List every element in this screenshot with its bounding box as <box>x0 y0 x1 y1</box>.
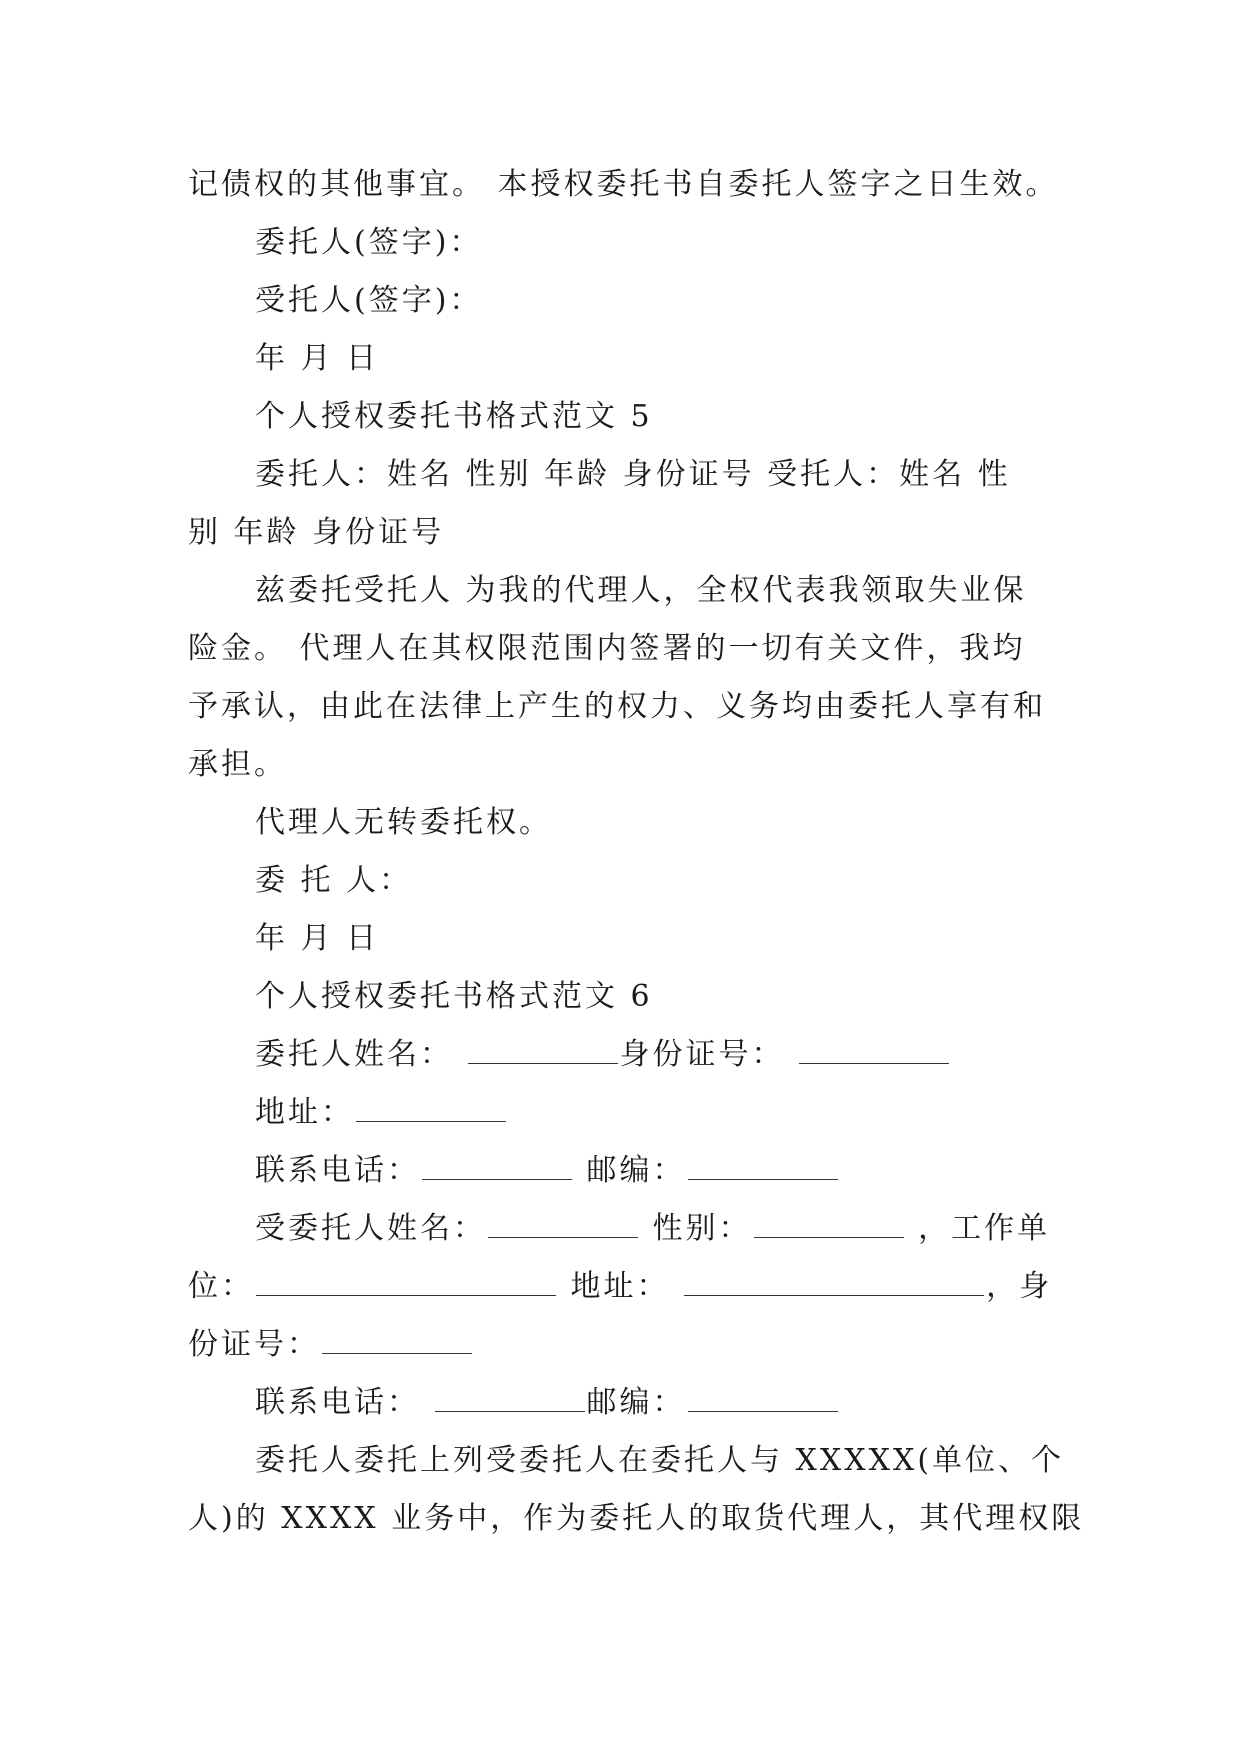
date-line: 年 月 日 <box>255 921 380 956</box>
trustee-id-label-cont: 份证号： <box>188 1327 320 1362</box>
trustee-name-label: 受委托人姓名： <box>255 1211 486 1246</box>
gender-blank <box>754 1203 904 1238</box>
address-blank <box>356 1087 506 1122</box>
work-unit-blank <box>256 1261 556 1296</box>
principal-id-blank <box>799 1029 949 1064</box>
principal-name-label: 委托人姓名： <box>255 1037 453 1072</box>
trustee-address-label: 地址： <box>570 1269 670 1304</box>
text-line: 承担。 <box>188 747 287 782</box>
form-row-trustee-contact <box>188 1374 1058 1432</box>
trustee-id-blank <box>322 1319 472 1354</box>
document-body <box>188 156 1085 1548</box>
address-label: 地址： <box>255 1095 354 1130</box>
form-row-trustee-id <box>188 1316 1058 1374</box>
form-row-principal <box>188 1026 1058 1084</box>
postcode-blank <box>688 1145 838 1180</box>
postcode-label: 邮编： <box>586 1153 686 1188</box>
principal-signature-line: 委托人(签字)： <box>255 225 483 260</box>
principal-id-label: 身份证号： <box>619 1037 785 1072</box>
agent-signature-line: 受托人(签字)： <box>255 283 483 318</box>
principal-name-blank <box>468 1029 618 1064</box>
form-row-address <box>188 1084 1058 1142</box>
gender-label: 性别： <box>652 1211 752 1246</box>
text-line: 兹委托受托人 为我的代理人，全权代表我领取失业保 <box>255 573 1027 608</box>
trustee-phone-label: 联系电话： <box>255 1385 420 1420</box>
text-line: 委托人委托上列受委托人在委托人与 XXXXX(单位、个 <box>255 1443 1065 1478</box>
text-line: 记债权的其他事宜。 本授权委托书自委托人签字之日生效。 <box>188 167 1059 202</box>
text-line: 险金。 代理人在其权限范围内签署的一切有关文件，我均 <box>188 631 1026 666</box>
trustee-postcode-blank <box>688 1377 838 1412</box>
text-line: 予承认，由此在法律上产生的权力、义务均由委托人享有和 <box>188 689 1046 724</box>
trustee-name-blank <box>488 1203 638 1238</box>
phone-blank <box>422 1145 572 1180</box>
work-unit-label: ，工作单 <box>918 1211 1051 1246</box>
form-row-contact <box>188 1142 1058 1200</box>
phone-label: 联系电话： <box>255 1153 420 1188</box>
text-line: 别 年龄 身份证号 <box>188 515 445 550</box>
trustee-postcode-label: 邮编： <box>586 1385 686 1420</box>
text-line: 代理人无转委托权。 <box>255 805 552 840</box>
principal-line: 委 托 人： <box>255 863 413 898</box>
work-unit-label-cont: 位： <box>188 1269 254 1304</box>
trustee-address-blank <box>684 1261 984 1296</box>
section-heading: 个人授权委托书格式范文 6 <box>255 979 653 1014</box>
text-line: 人)的 XXXX 业务中，作为委托人的取货代理人，其代理权限 <box>188 1501 1085 1536</box>
section-heading: 个人授权委托书格式范文 5 <box>255 399 653 434</box>
trustee-id-label: ，身 <box>986 1269 1053 1304</box>
form-row-workunit <box>188 1258 1058 1316</box>
date-line: 年 月 日 <box>255 341 380 376</box>
text-line: 委托人：姓名 性别 年龄 身份证号 受托人：姓名 性 <box>255 457 1011 492</box>
trustee-phone-blank <box>435 1377 585 1412</box>
form-row-trustee <box>188 1200 1058 1258</box>
